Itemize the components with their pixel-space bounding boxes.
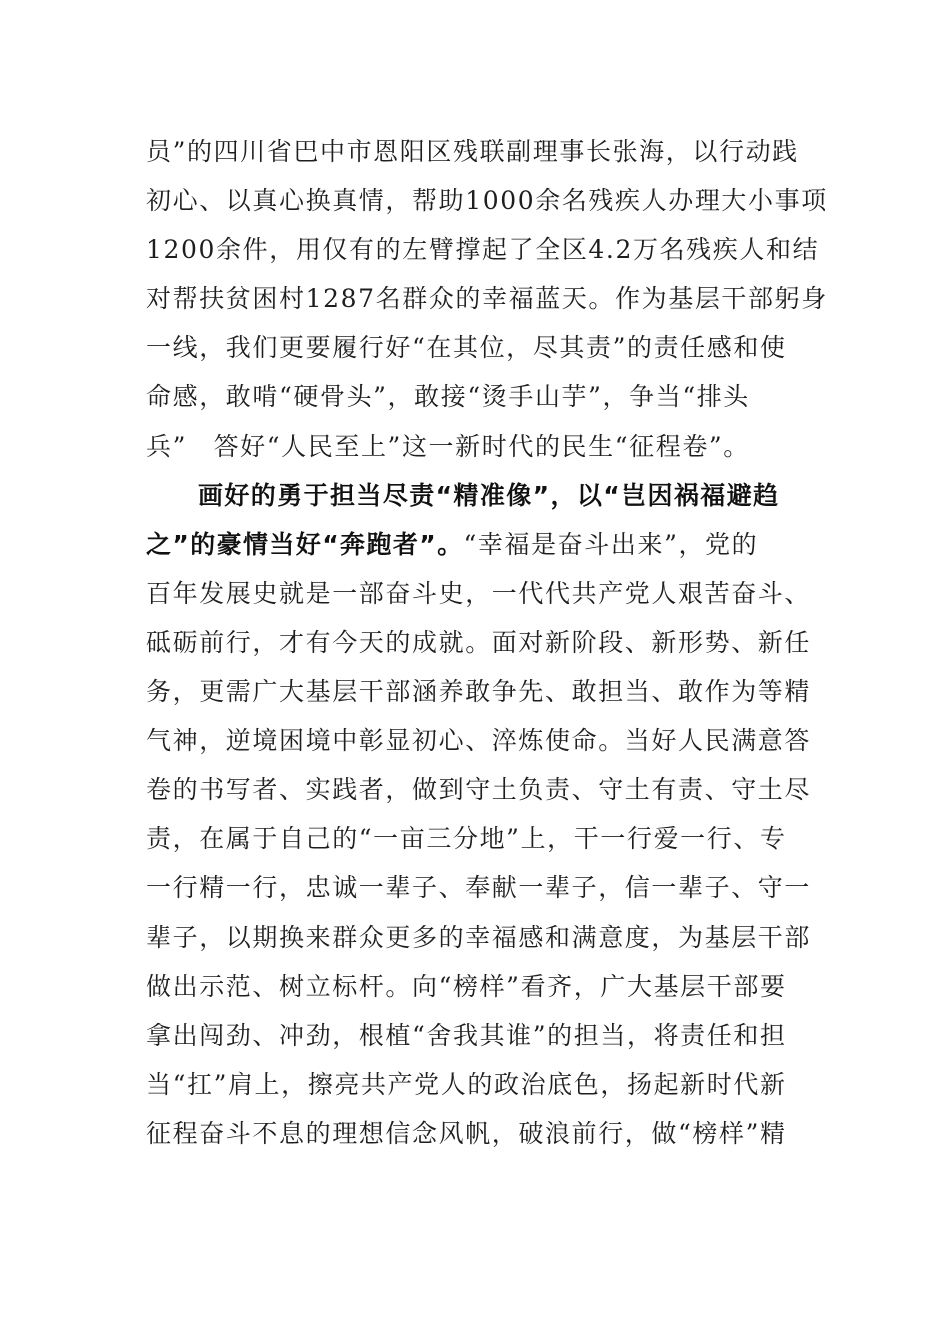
text-fragment: “幸福是奋斗出来”，党的 [463, 529, 759, 559]
text-line: 百年发展史就是一部奋斗史，一代代共产党人艰苦奋斗、 [146, 578, 812, 608]
mixed-line [146, 524, 786, 573]
text-line: 征程奋斗不息的理想信念风帆，破浪前行，做“榜样”精 [146, 1118, 787, 1148]
text-line: 命感，敢啃“硬骨头”，敢接“烫手山芋”，争当“排头 [146, 382, 750, 412]
text-line: 务，更需广大基层干部涵养敢争先、敢担当、敢作为等精 [146, 677, 812, 707]
text-line: 兵” 答好“人民至上”这一新时代的民生“征程卷”。 [146, 431, 750, 461]
text-line: 做出示范、树立标杆。向“榜样”看齐，广大基层干部要 [146, 971, 787, 1001]
text-line: 拿出闯劲、冲劲，根植“舍我其谁”的担当，将责任和担 [146, 1020, 787, 1050]
text-line: 1200余件，用仅有的左臂撑起了全区4.2万名残疾人和结 [146, 235, 820, 265]
text-line: 气神，逆境困境中彰显初心、淬炼使命。当好人民满意答 [146, 726, 812, 756]
text-line: 员”的四川省巴中市恩阳区残联副理事长张海，以行动践 [146, 137, 799, 166]
section-heading-line: 画好的勇于担当尽责“精准像”，以“岂因祸福避趋 [198, 480, 780, 510]
text-line: 辈子，以期换来群众更多的幸福感和满意度，为基层干部 [146, 922, 812, 952]
text-line: 砥砺前行，才有今天的成就。面对新阶段、新形势、新任 [146, 627, 812, 657]
text-line: 一行精一行，忠诚一辈子、奉献一辈子，信一辈子、守一 [146, 873, 812, 903]
paragraph-2 [146, 475, 812, 1162]
paragraph-1 [146, 131, 828, 475]
text-line: 卷的书写者、实践者，做到守土负责、守土有责、守土尽 [146, 775, 812, 805]
text-line: 一线，我们更要履行好“在其位，尽其责”的责任感和使 [146, 333, 787, 363]
text-line: 当“扛”肩上，擦亮共产党人的政治底色，扬起新时代新 [146, 1069, 787, 1099]
text-line: 责，在属于自己的“一亩三分地”上，干一行爱一行、专 [146, 824, 787, 854]
text-line: 对帮扶贫困村1287名群众的幸福蓝天。作为基层干部躬身 [146, 284, 828, 314]
document-body [146, 131, 828, 1162]
section-heading-line: 之”的豪情当好“奔跑者”。 [146, 529, 464, 559]
text-line: 初心、以真心换真情，帮助1000余名残疾人办理大小事项 [146, 186, 828, 216]
